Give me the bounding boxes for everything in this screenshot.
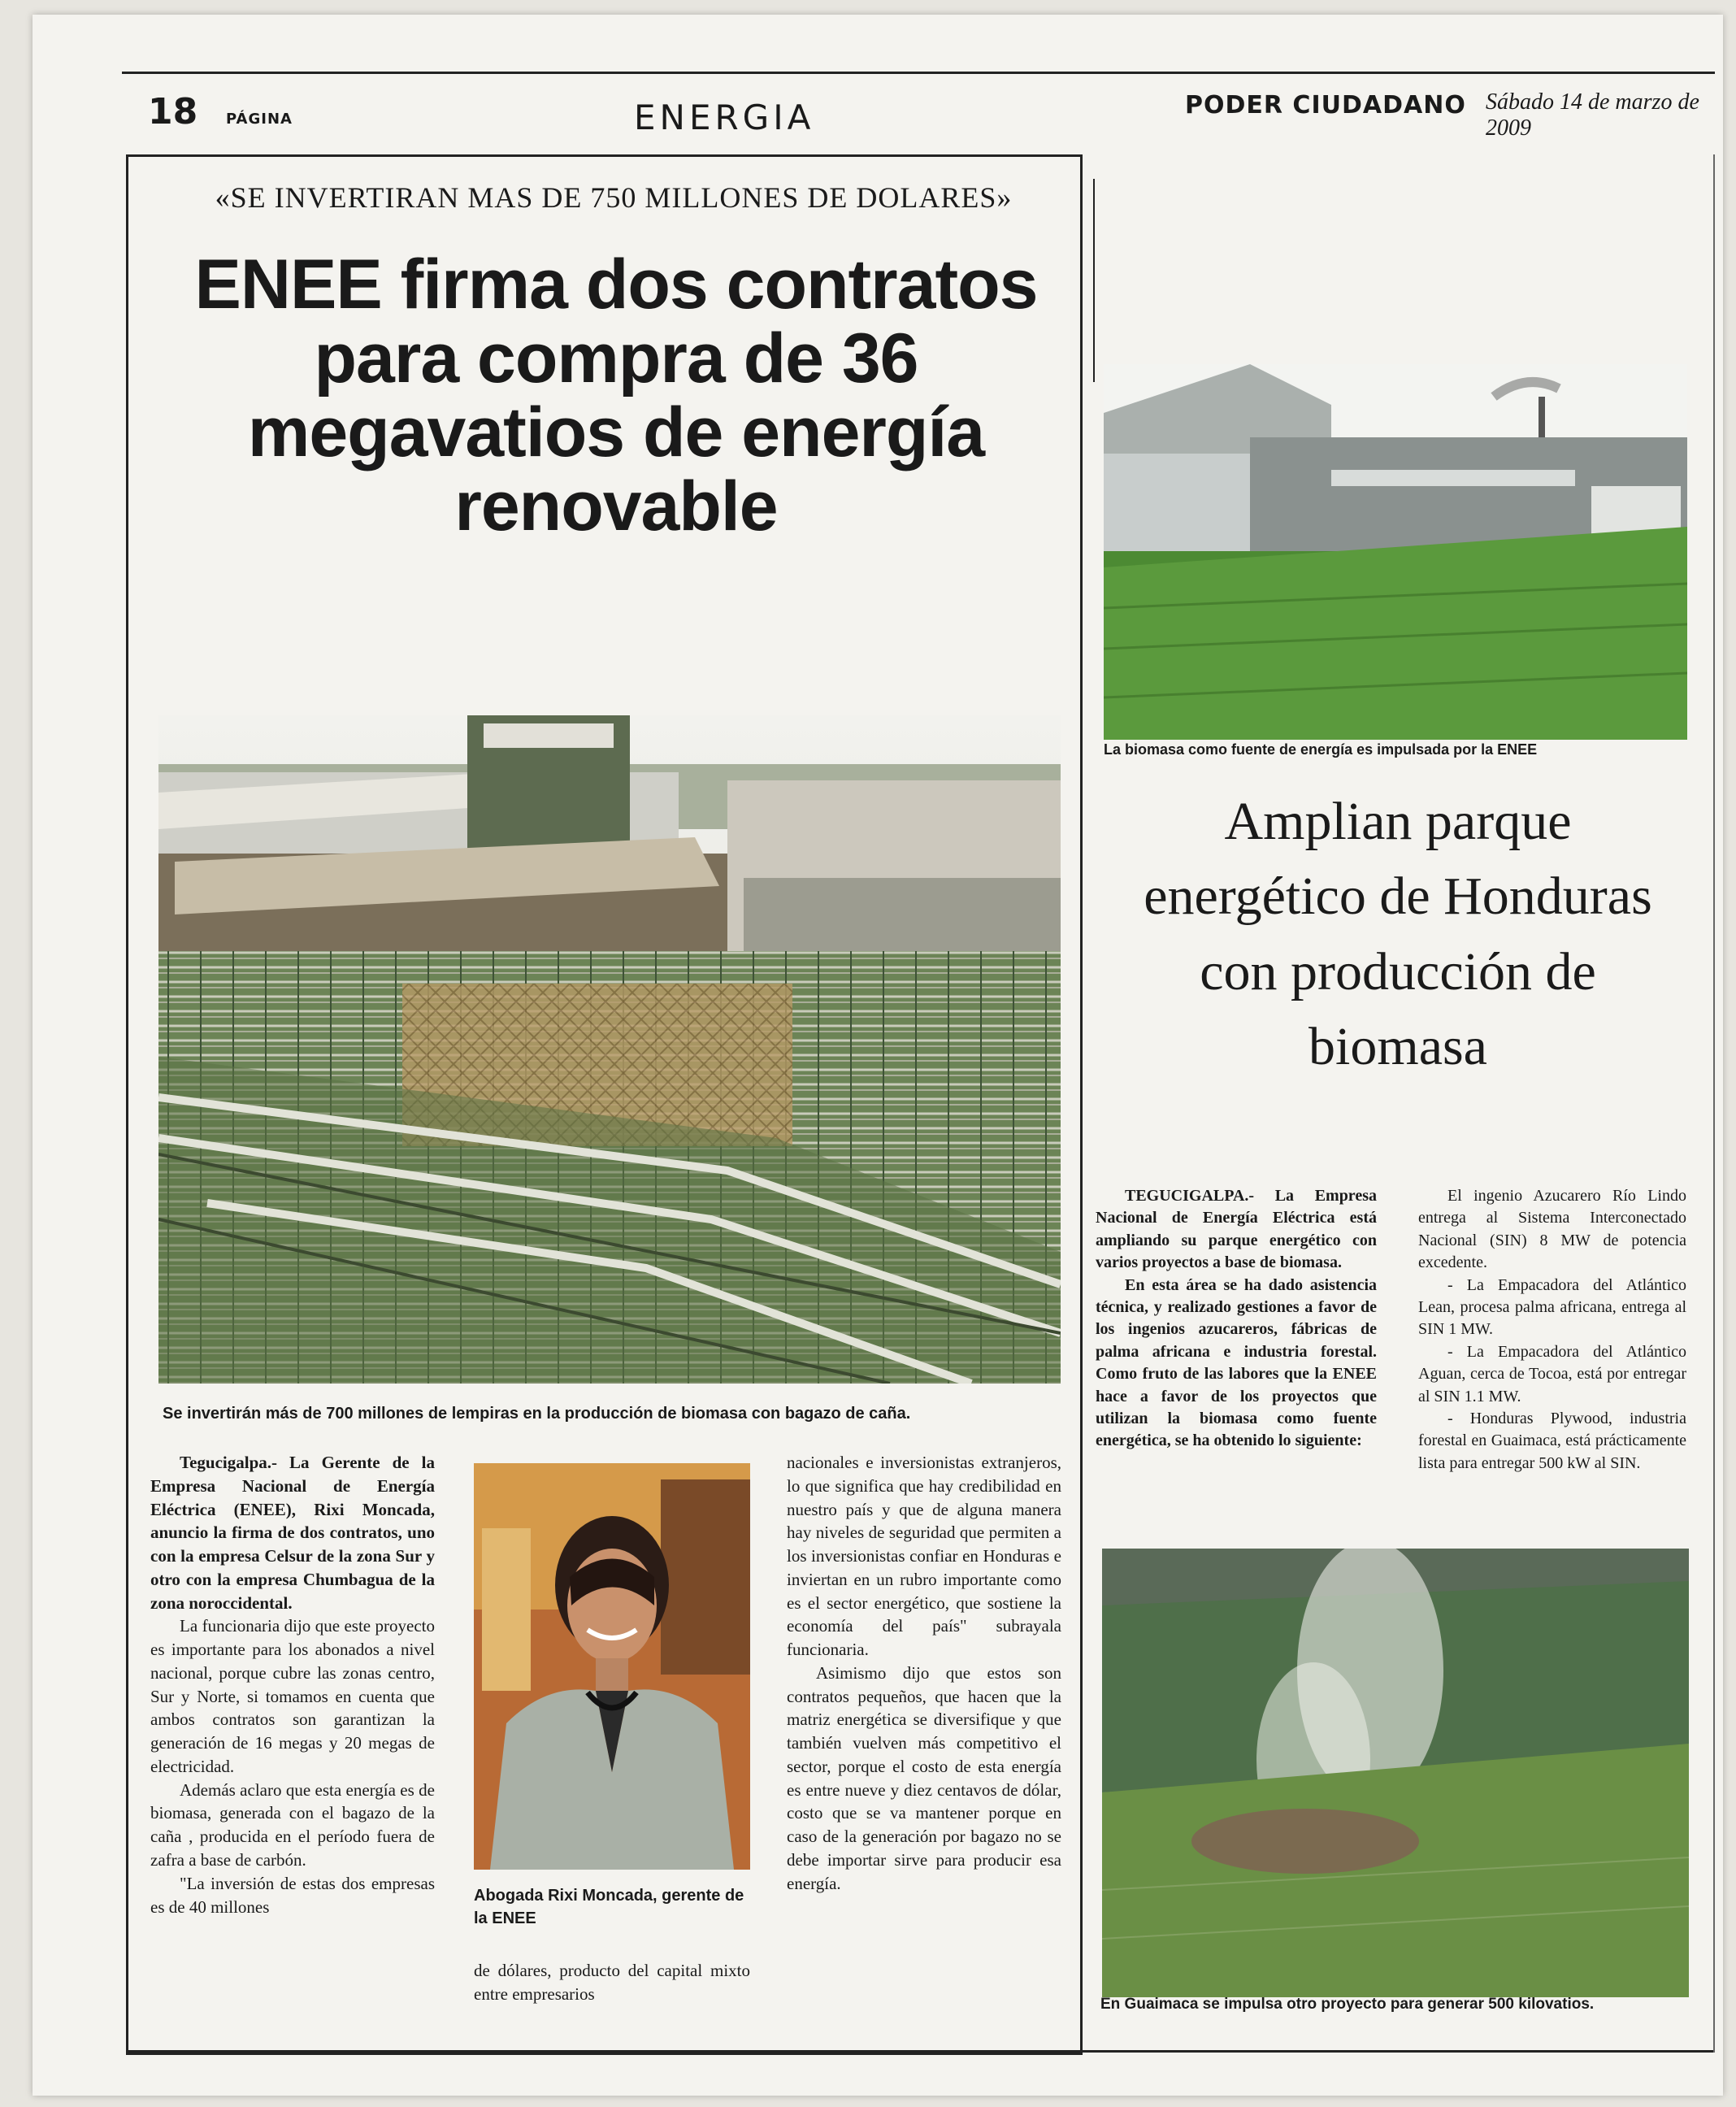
issue-date: Sábado 14 de marzo de 2009: [1486, 89, 1699, 141]
article2-column-1: [1096, 1185, 1377, 1453]
article1-paragraph: Tegucigalpa.- La Gerente de la Empresa Nacional de Energía Eléctrica (ENEE), Rixi Moncada, anuncio la firma de dos contratos, uno con la empresa Celsur de la zona Sur y otro con la empresa Chumbagua de la zona noroccidental.: [150, 1453, 435, 1613]
article1-paragraph: Asimismo dijo que estos son contratos pequeños, que hacen que la matriz energética se diversifique y que también vuelven más competitivo el sector, porque el costo de esta energía es entre nueve y diez centavos de dólar, costo que se va mantener porque en caso de la generación por bagazo no se debe importar sirve para producir esa energía.: [787, 1662, 1061, 1893]
article-kicker: «SE INVERTIRAN MAS DE 750 MILLONES DE DOLARES»: [215, 181, 1013, 214]
plant-photo-caption: Se invertirán más de 700 millones de lempiras en la producción de biomasa con bagazo de caña.: [163, 1405, 911, 1423]
article2-column-2: [1418, 1185, 1686, 1475]
article2-headline: Amplian parque energético de Honduras con producción de biomasa: [1144, 792, 1652, 1077]
paper-name: PODER CIUDADANO: [1185, 91, 1466, 119]
article2-paragraph: En esta área se ha dado asistencia técnica, y realizado gestiones a favor de los ingenios azucareros, fábricas de palma africana e industria forestal. Como fruto de las labores que la ENEE hace a favor de los proyectos que utilizan la biomasa como fuente energética, se ha obtenido lo siguiente:: [1096, 1275, 1377, 1450]
section-title: ENERGIA: [634, 98, 815, 137]
guaimaca-photo: [1102, 1549, 1689, 1997]
article2-paragraph: El ingenio Azucarero Río Lindo entrega al Sistema Interconectado Nacional (SIN) 8 MW de potencia excedente.: [1418, 1187, 1686, 1272]
article2-paragraph: - La Empacadora del Atlántico Lean, procesa palma africana, entrega al SIN 1 MW.: [1418, 1275, 1686, 1339]
article2-paragraph: TEGUCIGALPA.- La Empresa Nacional de Energía Eléctrica está ampliando su parque energético con varios proyectos a base de biomasa.: [1096, 1187, 1377, 1272]
sugar-mill-photo: [1104, 364, 1687, 740]
article1-column-3: [787, 1451, 1061, 1896]
small-divider: [1093, 179, 1095, 382]
bottom-rule-right: [1080, 2050, 1714, 2053]
page-number: 18: [148, 91, 198, 133]
portrait-photo: [474, 1463, 750, 1870]
article2-paragraph: - Honduras Plywood, industria forestal en Guaimaca, está prácticamente lista para entregar 500 kW al SIN.: [1418, 1409, 1686, 1472]
portrait-caption: Abogada Rixi Moncada, gerente de la ENEE: [474, 1887, 744, 1927]
bottom-rule-left: [126, 2050, 1080, 2053]
page-label: PÁGINA: [226, 111, 293, 128]
article1-paragraph: "La inversión de estas dos empresas es de 40 millones: [150, 1873, 435, 1917]
left-frame-top: [126, 154, 1080, 157]
article1-paragraph: Además aclaro que esta energía es de biomasa, generada con el bagazo de la caña , producida en el período fuera de zafra a base de carbón.: [150, 1779, 435, 1870]
article1-paragraph: La funcionaria dijo que este proyecto es importante para los abonados a nivel nacional, porque cubre las zonas centro, Sur y Norte, si tomamos en cuenta que ambos contratos son garantizan la generación de 16 megas y 20 megas de electricidad.: [150, 1616, 435, 1776]
center-divider: [1080, 154, 1083, 2053]
article1-column-1: [150, 1451, 435, 1918]
top-rule: [122, 72, 1715, 74]
biomass-plant-photo: [158, 715, 1061, 1384]
article2-paragraph: - La Empacadora del Atlántico Aguan, cerca de Tocoa, está por entregar al SIN 1.1 MW.: [1418, 1342, 1686, 1405]
article1-paragraph: nacionales e inversionistas extranjeros, lo que significa que hay credibilidad en nuestro país y que de alguna manera hay niveles de seguridad que permiten a los inversionistas confiar en Honduras e inviertan en un rubro importante como es el sector energético, que sostiene la economía del país" subrayala funcionaria.: [787, 1453, 1061, 1660]
guaimaca-caption: En Guaimaca se impulsa otro proyecto para generar 500 kilovatios.: [1100, 1996, 1595, 2013]
right-edge: [1713, 154, 1715, 2053]
article1-column-2-tail: de dólares, producto del capital mixto entre empresarios: [474, 1961, 750, 2004]
article-headline: ENEE firma dos contratos para compra de 36 megavatios de energía renovable: [194, 245, 1038, 546]
sugar-mill-caption: La biomasa como fuente de energía es impulsada por la ENEE: [1104, 741, 1538, 758]
